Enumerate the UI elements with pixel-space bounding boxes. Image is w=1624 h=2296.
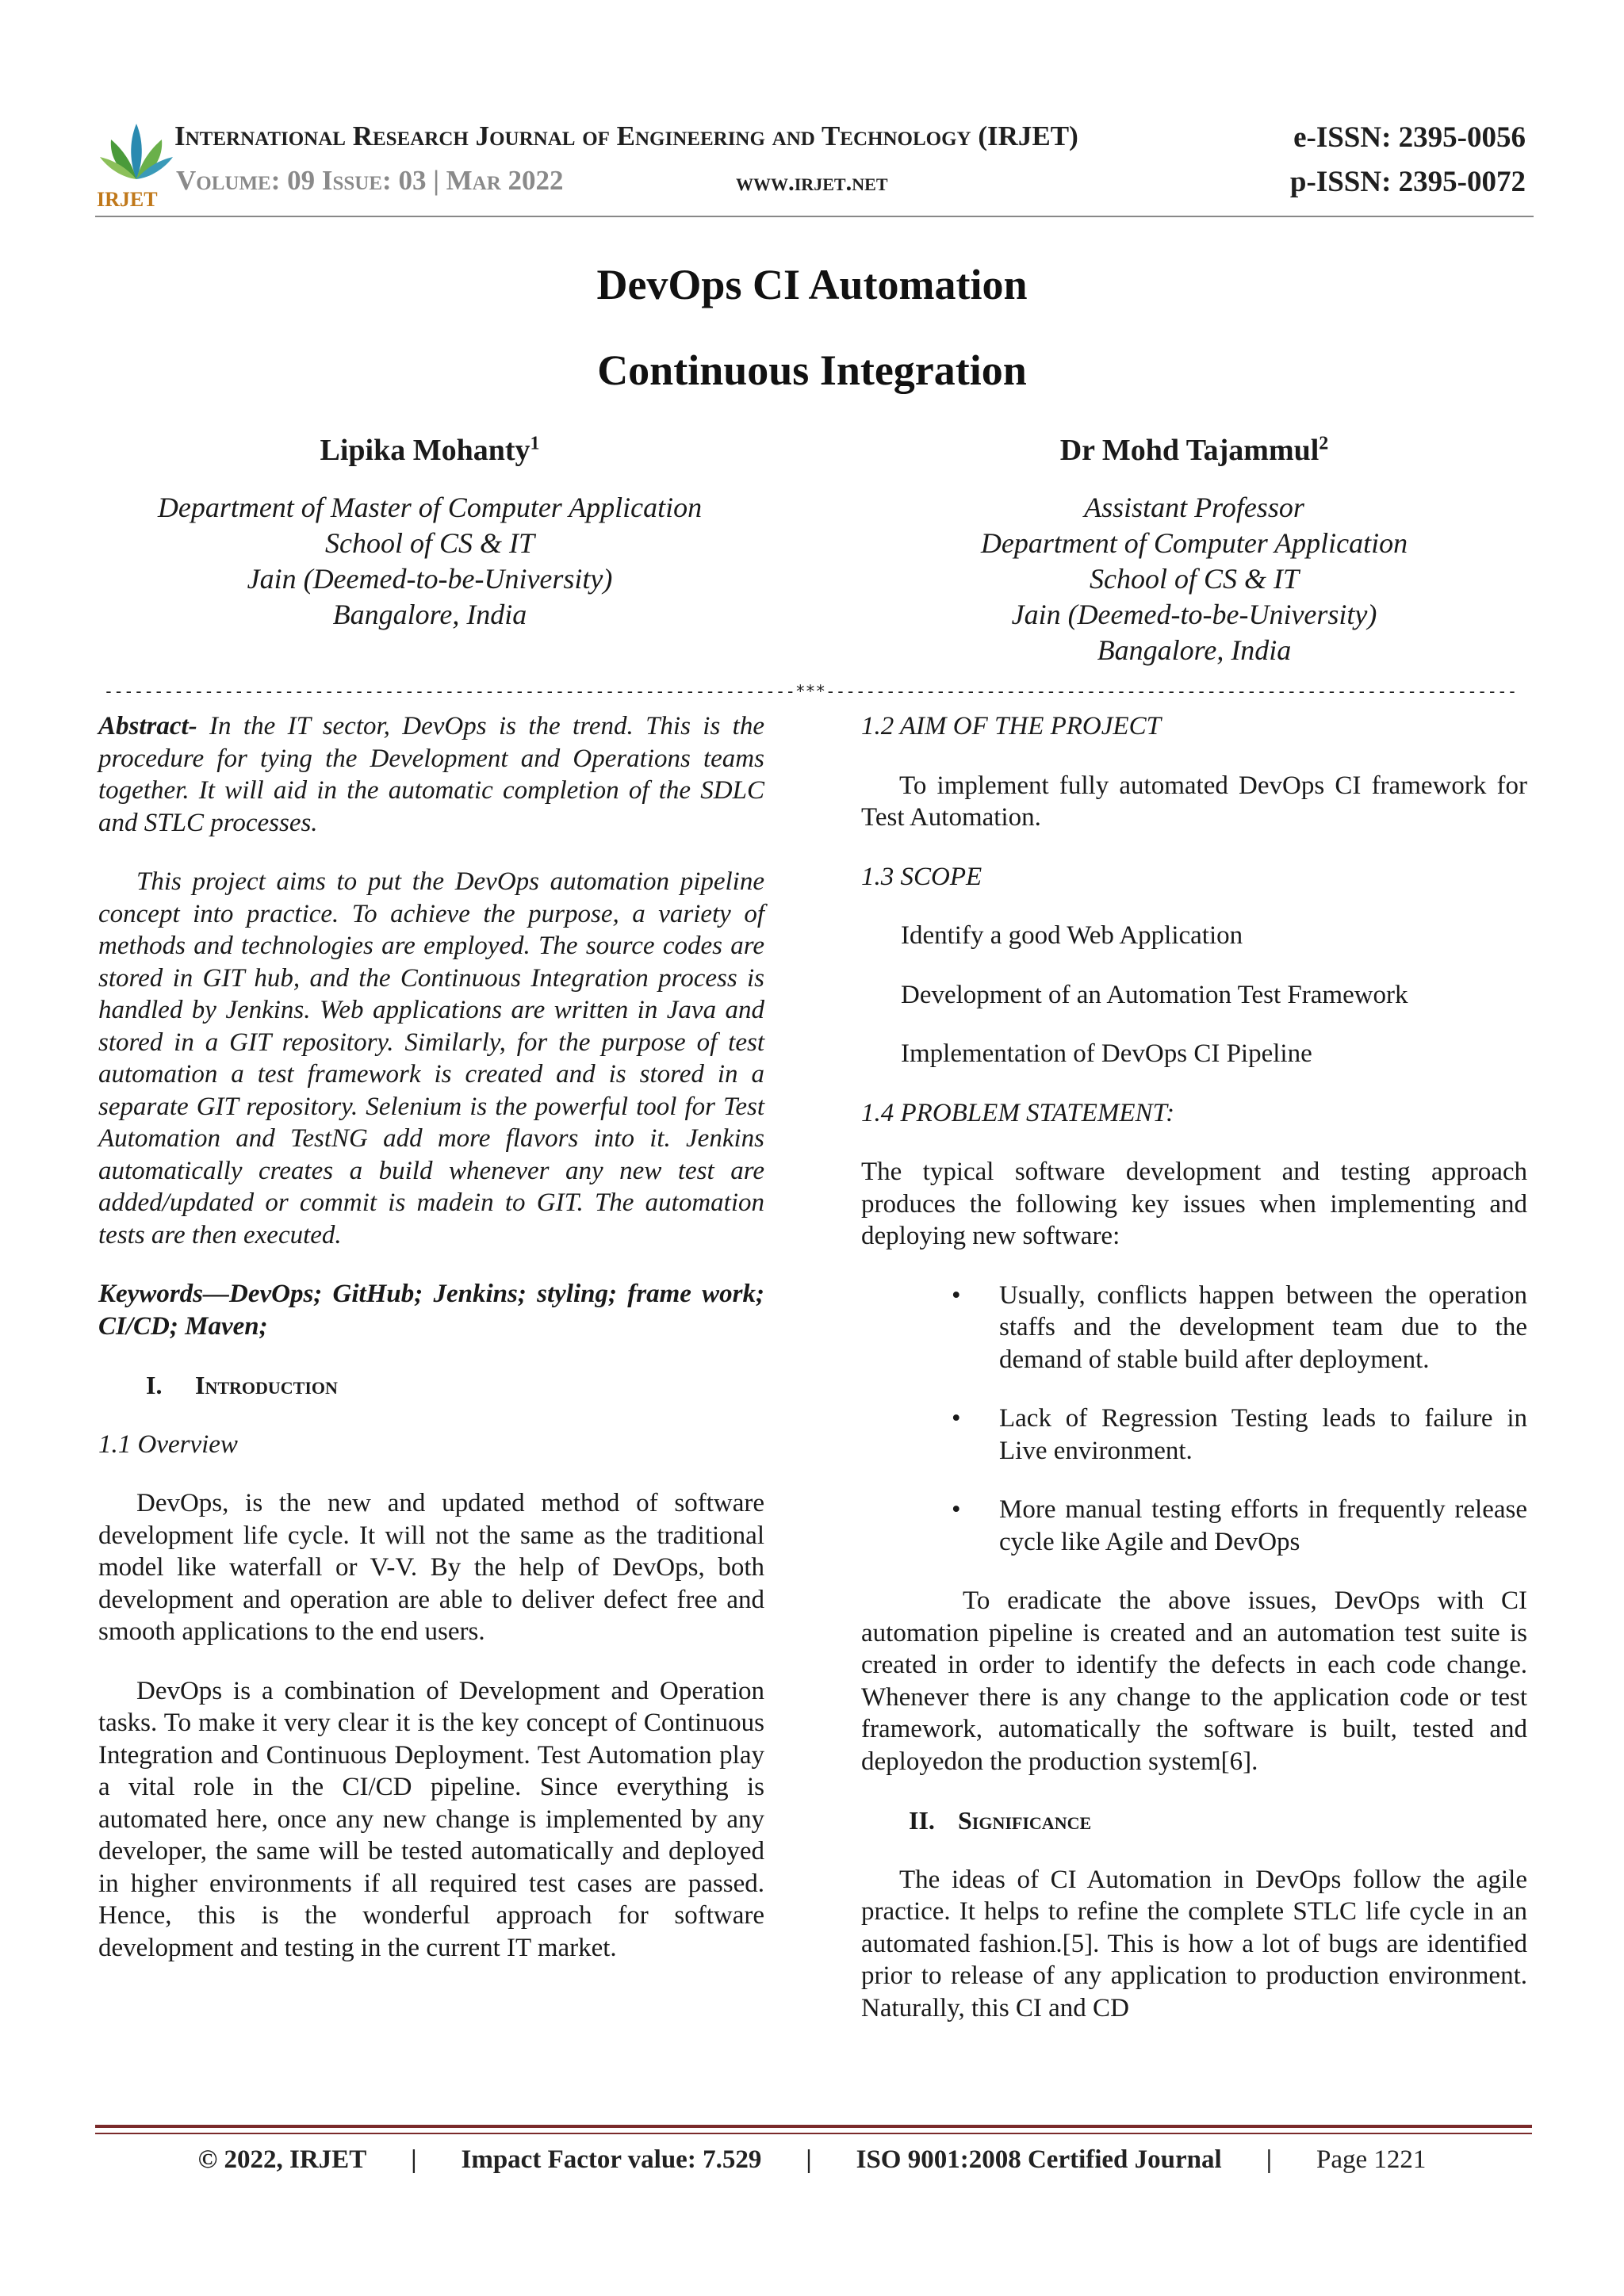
left-column <box>98 710 764 1964</box>
footer-separator: | <box>411 2145 417 2174</box>
paragraph-significance: The ideas of CI Automation in DevOps follow the agile practice. It helps to refine the complete STLC life cycle in an automated fashion.[5]. This is how a lot of bugs are identified prior to release of any application to production environment. Naturally, this CI and CD <box>861 1865 1527 2022</box>
page-footer <box>0 2145 1624 2175</box>
paragraph-overview: DevOps, is the new and updated method of software development life cycle. It will not the same as the traditional model like waterfall or V-V. By the help of DevOps, both development and operation are able to deliver defect free and smooth applications to the end users. <box>98 1489 764 1646</box>
abstract-paragraph-2: This project aims to put the DevOps automation pipeline concept into practice. To achieve the purpose, a variety of methods and technologies are employed. The source codes are stored in GIT hub, and the Continuous Integration process is handled by Jenkins. Web applications are written in Java and stored in a GIT repository. Similarly, for the purpose of test automation a test framework is created and is stored in a separate GIT repository. Selenium is the powerful tool for Test Automation and TestNG add more flavors into it. Jenkins automatically creates a build whenever any new test are added/updated or commit is madein to GIT. The automation tests are then executed. <box>98 867 764 1249</box>
bullet-icon: • <box>952 1404 961 1433</box>
p-issn: p-ISSN: 2395-0072 <box>1289 166 1526 198</box>
bullet-item: • Lack of Regression Testing leads to failure in Live environment. <box>952 1404 1527 1465</box>
journal-name: International Research Journal of Engineering and Technology (IRJET) <box>174 121 1078 151</box>
paragraph-combination: DevOps is a combination of Development and Operation tasks. To make it very clear it is the key concept of Continuous Integration and Continuous Deployment. Test Automation play a vital role in the CI/CD pipeline. Since everything is automated here, once any new change is implemented by any developer, the same will be tested automatically and deployed in higher environments if all required test cases are passed. Hence, this is the wonderful approach for software development and testing in the current IT market. <box>98 1676 764 1962</box>
subsection-overview: 1.1 Overview <box>98 1429 238 1459</box>
paper-title: DevOps CI Automation <box>596 261 1028 308</box>
bullet-icon: • <box>952 1280 961 1310</box>
scope-item: Implementation of DevOps CI Pipeline <box>901 1039 1312 1068</box>
author-1-affiliation: Department of Master of Computer Application School of CS & IT Jain (Deemed-to-be-University) Bangalore, India <box>157 492 703 630</box>
abstract-paragraph-1: Abstract- In the IT sector, DevOps is the trend. This is the procedure for tying the Development and Operations teams together. It will aid in the automatic completion of the SDLC and STLC processes. <box>98 712 764 837</box>
footer-impact-factor: Impact Factor value: 7.529 <box>461 2145 762 2174</box>
author-2-name: Dr Mohd Tajammul$^2$ <box>1059 433 1329 467</box>
footer-rule <box>95 2125 1532 2128</box>
paragraph-aim: To implement fully automated DevOps CI framework for Test Automation. <box>861 771 1527 832</box>
logo-text: IRJET <box>97 188 158 209</box>
header-rule <box>95 216 1534 217</box>
scope-item: Development of an Automation Test Framework <box>901 980 1408 1009</box>
paper-subtitle: Continuous Integration <box>597 346 1027 394</box>
right-column <box>861 710 1527 2024</box>
bullet-icon: • <box>952 1495 961 1524</box>
journal-website[interactable]: www.irjet.net <box>736 168 888 196</box>
paragraph-eradicate: To eradicate the above issues, DevOps with CI automation pipeline is created and an automation test suite is created in order to identify the defects in each code change. Whenever there is any change to the application code or test framework, automatically the software is built, tested and deployedon the production system[6]. <box>861 1586 1527 1776</box>
section-heading-significance: II. Significance <box>909 1806 1092 1835</box>
scope-item: Identify a good Web Application <box>901 921 1243 950</box>
bullet-item: • More manual testing efforts in frequently release cycle like Agile and DevOps <box>952 1495 1527 1556</box>
author-2-affiliation: Assistant Professor Department of Computer Application School of CS & IT Jain (Deemed-to-be-University) Bangalore, India <box>980 492 1408 666</box>
subsection-problem-statement: 1.4 PROBLEM STATEMENT: <box>861 1098 1175 1127</box>
footer-copyright: © 2022, IRJET <box>197 2145 367 2174</box>
paragraph-problem: The typical software development and testing approach produces the following key issues when implementing and deploying new software: <box>861 1158 1527 1250</box>
footer-iso: ISO 9001:2008 Certified Journal <box>856 2145 1222 2174</box>
section-heading-introduction: I. Introduction <box>146 1371 338 1399</box>
e-issn: e-ISSN: 2395-0056 <box>1293 121 1526 154</box>
footer-rule-thin <box>95 2133 1532 2134</box>
abstract-label: Abstract- <box>98 712 197 740</box>
keywords: Keywords—DevOps; GitHub; Jenkins; styling; frame work; CI/CD; Maven; <box>98 1280 764 1341</box>
section-divider: ---------------------------------------------------------------------***--------------------------------------------------------------------- <box>103 682 1518 701</box>
footer-separator: | <box>806 2145 812 2174</box>
page-number: Page 1221 <box>1316 2145 1427 2174</box>
subsection-scope: 1.3 SCOPE <box>861 862 982 891</box>
subsection-aim: 1.2 AIM OF THE PROJECT <box>861 712 1161 740</box>
volume-issue: Volume: 09 Issue: 03 | Mar 2022 <box>176 165 564 196</box>
bullet-item: • Usually, conflicts happen between the operation staffs and the development team due to the demand of stable build after deployment. <box>952 1280 1527 1374</box>
irjet-logo <box>95 117 178 209</box>
author-1-name: Lipika Mohanty$^1$ <box>320 433 540 467</box>
footer-separator: | <box>1266 2145 1272 2174</box>
